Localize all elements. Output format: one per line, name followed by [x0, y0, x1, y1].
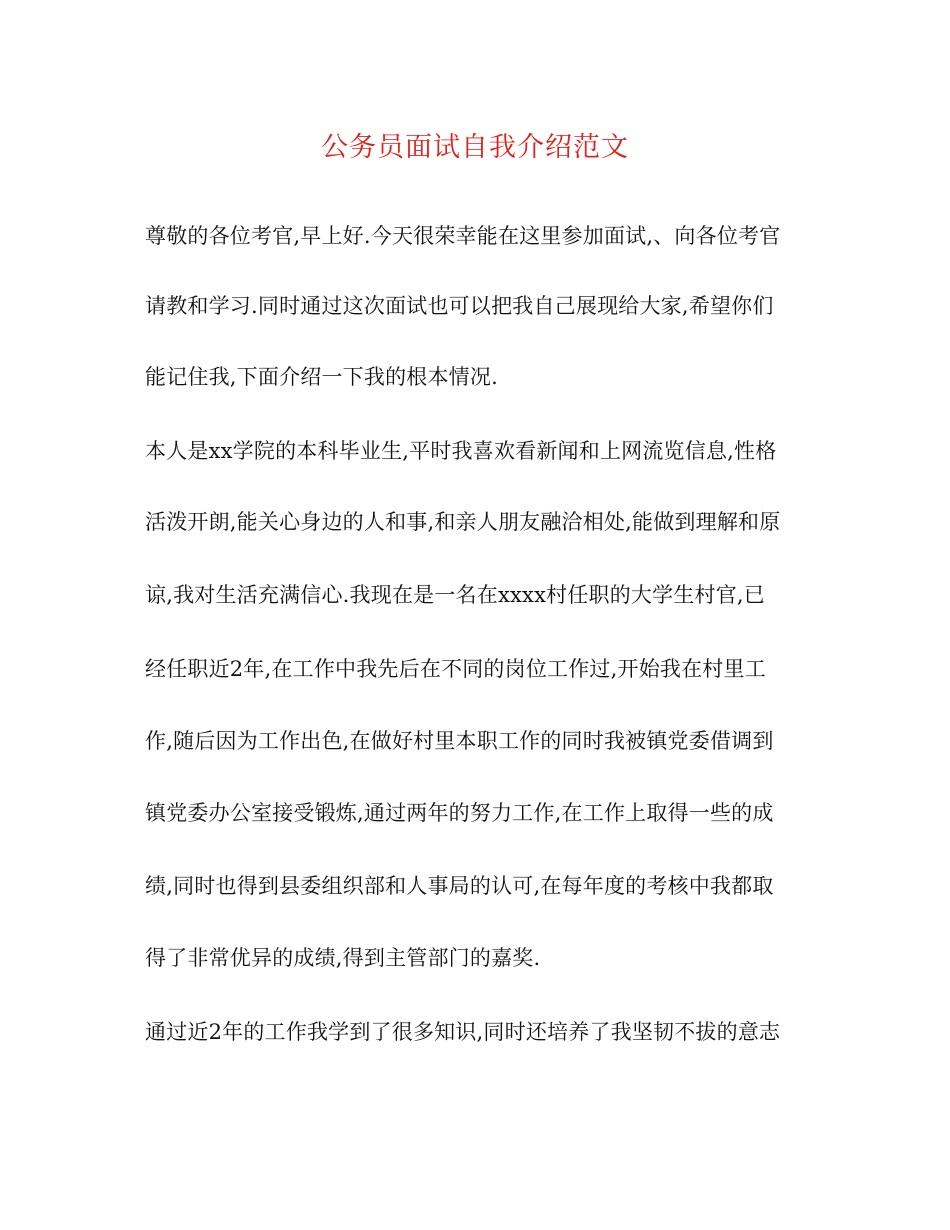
- body-line-2: 请教和学习.同时通过这次面试也可以把我自己展现给大家,希望你们: [145, 294, 774, 318]
- body-line-12: 通过近2年的工作我学到了很多知识,同时还培养了我坚韧不拔的意志: [145, 1020, 781, 1044]
- body-line-3: 能记住我,下面介绍一下我的根本情况.: [145, 365, 498, 389]
- body-line-5: 活泼开朗,能关心身边的人和事,和亲人朋友融洽相处,能做到理解和原: [145, 510, 781, 534]
- body-line-4: 本人是xx学院的本科毕业生,平时我喜欢看新闻和上网流览信息,性格: [145, 439, 777, 463]
- body-line-1: 尊敬的各位考官,早上好.今天很荣幸能在这里参加面试,、向各位考官: [145, 224, 781, 248]
- document-title: 公务员面试自我介绍范文: [321, 132, 629, 163]
- body-line-9: 镇党委办公室接受锻炼,通过两年的努力工作,在工作上取得一些的成: [145, 801, 774, 825]
- body-line-7: 经任职近2年,在工作中我先后在不同的岗位工作过,开始我在村里工: [145, 657, 766, 681]
- body-line-11: 得了非常优异的成绩,得到主管部门的嘉奖.: [145, 946, 541, 970]
- body-line-6: 谅,我对生活充满信心.我现在是一名在xxxx村任职的大学生村官,已: [145, 583, 765, 607]
- body-line-10: 绩,同时也得到县委组织部和人事局的认可,在每年度的考核中我都取: [145, 874, 774, 898]
- body-line-8: 作,随后因为工作出色,在做好村里本职工作的同时我被镇党委借调到: [145, 729, 774, 753]
